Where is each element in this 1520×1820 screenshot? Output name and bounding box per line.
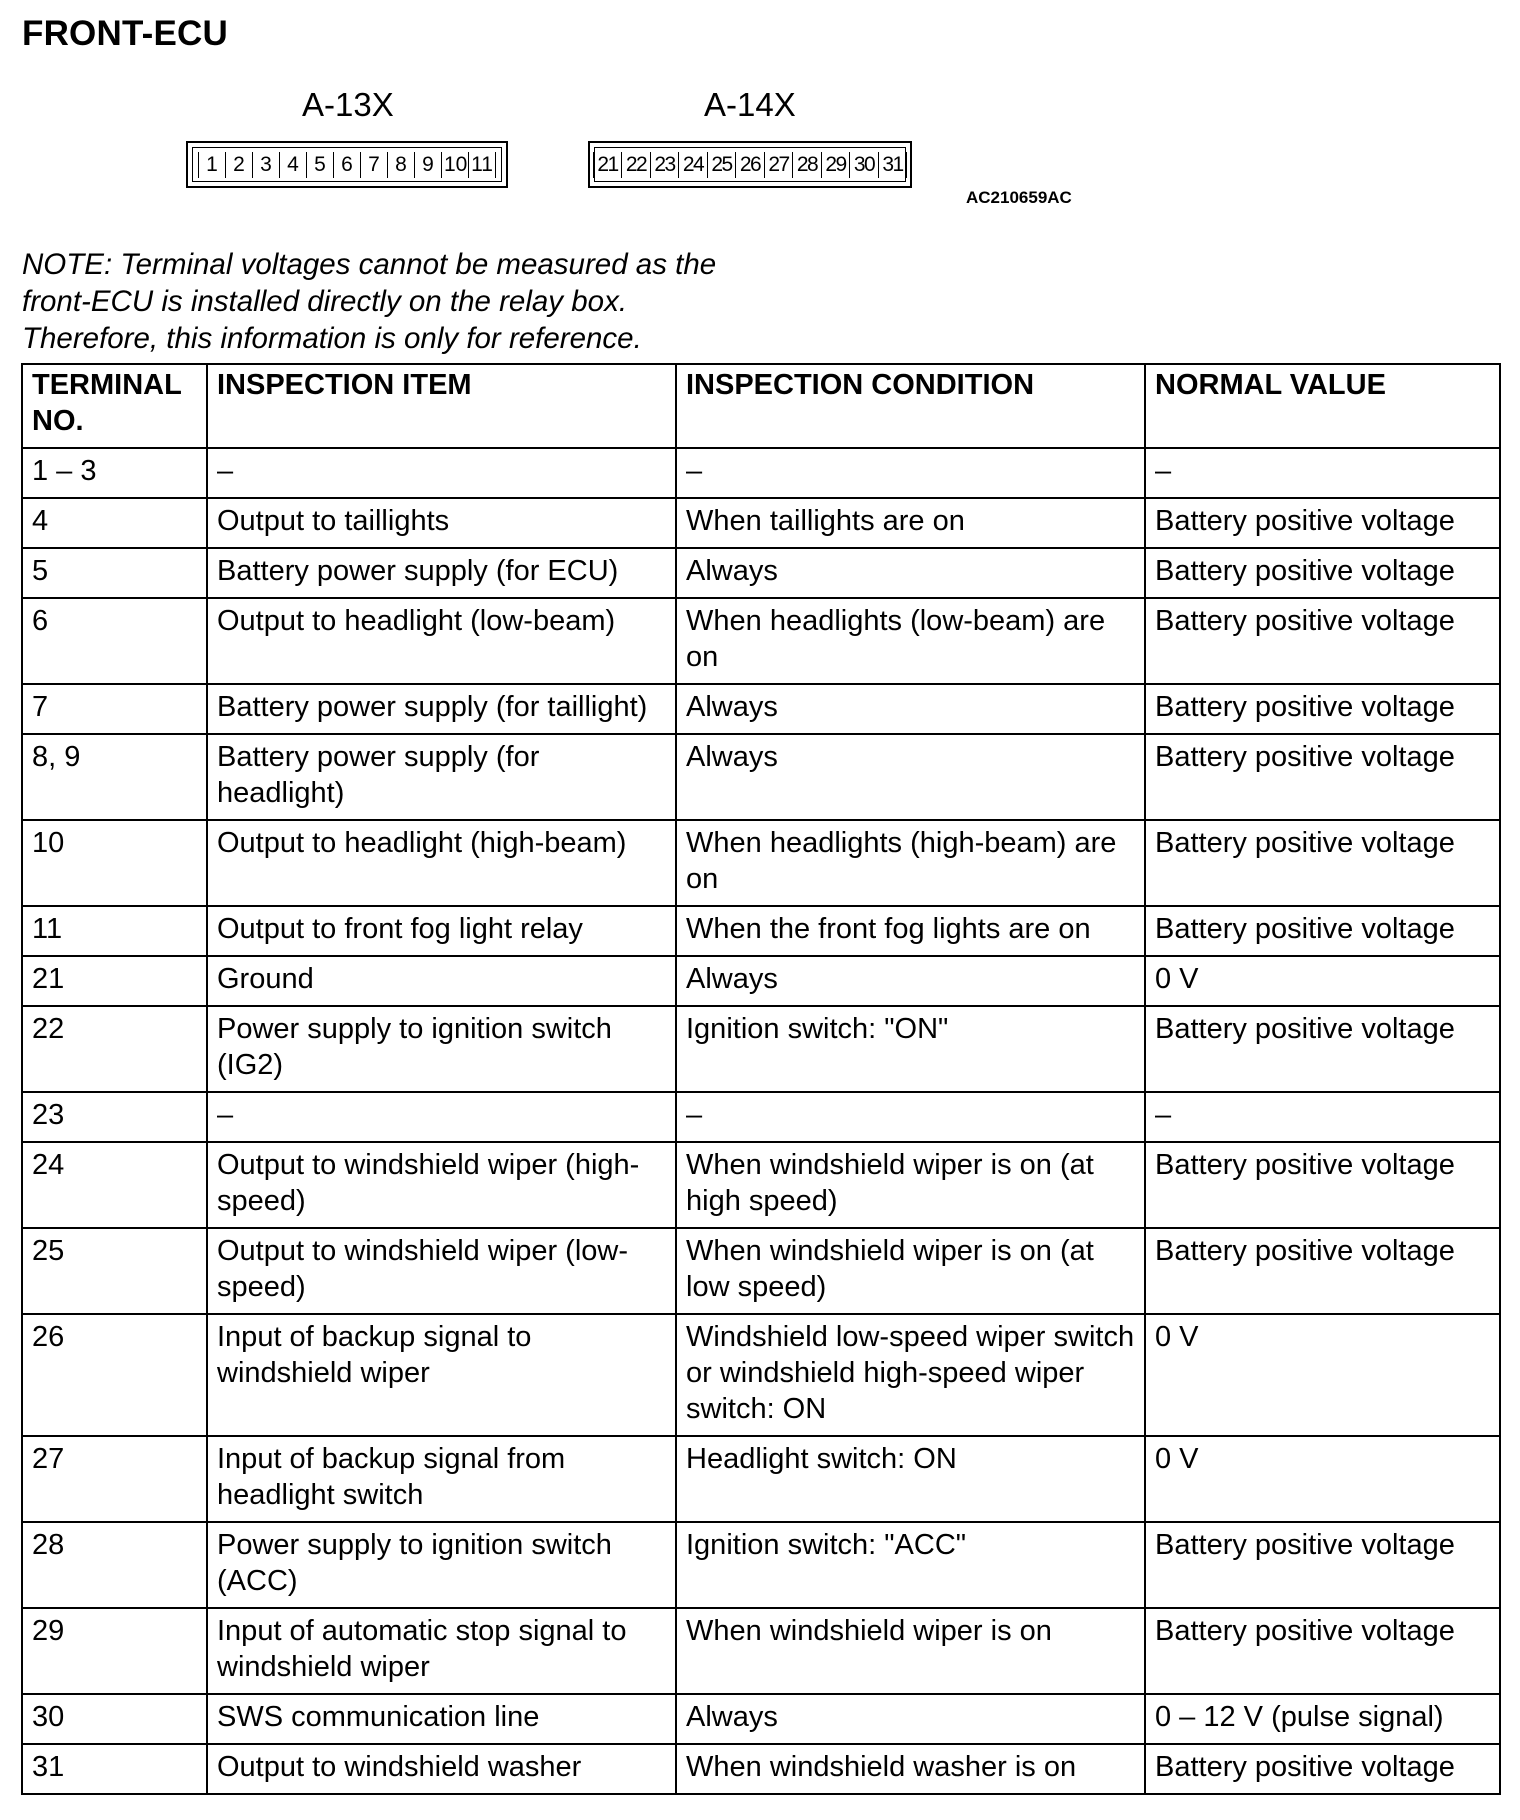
cell-inspection-condition: Headlight switch: ON: [676, 1436, 1145, 1522]
cell-normal-value: Battery positive voltage: [1145, 598, 1500, 684]
connector-a13-pin: 1: [199, 152, 226, 178]
cell-inspection-condition: When headlights (high-beam) are on: [676, 820, 1145, 906]
cell-inspection-condition: Ignition switch: "ON": [676, 1006, 1145, 1092]
header-normal-value: NORMAL VALUE: [1145, 364, 1500, 448]
cell-normal-value: Battery positive voltage: [1145, 820, 1500, 906]
cell-inspection-condition: When windshield washer is on: [676, 1744, 1145, 1794]
cell-inspection-condition: When windshield wiper is on: [676, 1608, 1145, 1694]
cell-normal-value: 0 V: [1145, 956, 1500, 1006]
header-terminal-no: TERMINAL NO.: [22, 364, 207, 448]
table-row: [22, 548, 1500, 598]
note-line: Therefore, this information is only for reference.: [22, 322, 642, 355]
cell-inspection-item: Output to taillights: [207, 498, 676, 548]
cell-normal-value: 0 V: [1145, 1436, 1500, 1522]
cell-inspection-item: Output to windshield wiper (high-speed): [207, 1142, 676, 1228]
connector-a13-pin: 6: [334, 152, 361, 178]
table-body: [22, 448, 1500, 1794]
connector-a13-pin: 5: [307, 152, 334, 178]
cell-terminal-no: 26: [22, 1314, 207, 1436]
cell-inspection-condition: When taillights are on: [676, 498, 1145, 548]
cell-normal-value: Battery positive voltage: [1145, 1006, 1500, 1092]
cell-normal-value: Battery positive voltage: [1145, 498, 1500, 548]
table-row: [22, 1608, 1500, 1694]
terminal-inspection-table: [21, 363, 1501, 1795]
table-row: [22, 1694, 1500, 1744]
cell-inspection-condition: Windshield low-speed wiper switch or windshield high-speed wiper switch: ON: [676, 1314, 1145, 1436]
cell-terminal-no: 24: [22, 1142, 207, 1228]
table-row: [22, 734, 1500, 820]
connector-a14-pin: 24: [679, 152, 708, 178]
cell-inspection-condition: When headlights (low-beam) are on: [676, 598, 1145, 684]
cell-normal-value: Battery positive voltage: [1145, 1142, 1500, 1228]
connector-a14-pin: 29: [822, 152, 851, 178]
cell-inspection-item: Output to front fog light relay: [207, 906, 676, 956]
cell-inspection-condition: Always: [676, 684, 1145, 734]
connector-a13-label: A-13X: [302, 86, 394, 123]
cell-terminal-no: 1 – 3: [22, 448, 207, 498]
connector-a13-pin: 4: [280, 152, 307, 178]
connector-a14-pin: 22: [622, 152, 651, 178]
cell-inspection-item: Battery power supply (for headlight): [207, 734, 676, 820]
cell-normal-value: –: [1145, 1092, 1500, 1142]
connector-a14-diagram: [588, 141, 912, 188]
cell-inspection-item: Power supply to ignition switch (IG2): [207, 1006, 676, 1092]
note-line: front-ECU is installed directly on the relay box.: [22, 285, 628, 318]
cell-inspection-condition: When the front fog lights are on: [676, 906, 1145, 956]
connector-a14-pin: 23: [651, 152, 680, 178]
cell-normal-value: Battery positive voltage: [1145, 548, 1500, 598]
cell-terminal-no: 27: [22, 1436, 207, 1522]
cell-inspection-item: Output to windshield washer: [207, 1744, 676, 1794]
connector-a13-diagram: [186, 141, 508, 188]
cell-inspection-item: Power supply to ignition switch (ACC): [207, 1522, 676, 1608]
cell-inspection-condition: Always: [676, 548, 1145, 598]
header-inspection-item: INSPECTION ITEM: [207, 364, 676, 448]
cell-inspection-condition: Always: [676, 1694, 1145, 1744]
note-line: NOTE: Terminal voltages cannot be measured as the: [22, 248, 717, 281]
cell-inspection-item: Input of automatic stop signal to windshield wiper: [207, 1608, 676, 1694]
cell-inspection-item: –: [207, 1092, 676, 1142]
cell-inspection-item: Output to headlight (high-beam): [207, 820, 676, 906]
table-row: [22, 1522, 1500, 1608]
cell-inspection-condition: Always: [676, 956, 1145, 1006]
connector-a13-pin: 8: [388, 152, 415, 178]
cell-inspection-item: Output to headlight (low-beam): [207, 598, 676, 684]
cell-normal-value: Battery positive voltage: [1145, 906, 1500, 956]
figure-code: AC210659AC: [966, 188, 1072, 207]
cell-inspection-condition: –: [676, 1092, 1145, 1142]
cell-terminal-no: 22: [22, 1006, 207, 1092]
cell-terminal-no: 21: [22, 956, 207, 1006]
cell-inspection-item: SWS communication line: [207, 1694, 676, 1744]
table-row: [22, 1314, 1500, 1436]
connector-a14-pin: 21: [594, 152, 623, 178]
connector-a14-pin: 30: [850, 152, 879, 178]
cell-inspection-condition: –: [676, 448, 1145, 498]
table-header-row: [22, 364, 1500, 448]
cell-terminal-no: 7: [22, 684, 207, 734]
cell-inspection-item: Input of backup signal to windshield wiper: [207, 1314, 676, 1436]
cell-terminal-no: 4: [22, 498, 207, 548]
cell-terminal-no: 23: [22, 1092, 207, 1142]
reference-note: [22, 246, 716, 357]
connector-a14-pins: [593, 152, 908, 178]
connector-a14-pin: 31: [879, 152, 908, 178]
cell-normal-value: 0 – 12 V (pulse signal): [1145, 1694, 1500, 1744]
table-row: [22, 1092, 1500, 1142]
cell-terminal-no: 8, 9: [22, 734, 207, 820]
cell-normal-value: Battery positive voltage: [1145, 734, 1500, 820]
page-title: FRONT-ECU: [22, 14, 228, 53]
connector-a13-pin: 3: [253, 152, 280, 178]
cell-normal-value: –: [1145, 448, 1500, 498]
connector-a14-pin: 26: [736, 152, 765, 178]
cell-inspection-item: Battery power supply (for taillight): [207, 684, 676, 734]
cell-inspection-condition: Ignition switch: "ACC": [676, 1522, 1145, 1608]
cell-terminal-no: 28: [22, 1522, 207, 1608]
cell-terminal-no: 25: [22, 1228, 207, 1314]
table-row: [22, 820, 1500, 906]
table-row: [22, 448, 1500, 498]
cell-terminal-no: 30: [22, 1694, 207, 1744]
table-row: [22, 598, 1500, 684]
cell-inspection-item: Output to windshield wiper (low-speed): [207, 1228, 676, 1314]
connector-a13-pins: [198, 152, 496, 178]
cell-terminal-no: 5: [22, 548, 207, 598]
table-row: [22, 1142, 1500, 1228]
table-row: [22, 1744, 1500, 1794]
cell-inspection-item: –: [207, 448, 676, 498]
cell-terminal-no: 10: [22, 820, 207, 906]
cell-inspection-item: Input of backup signal from headlight switch: [207, 1436, 676, 1522]
table-row: [22, 1006, 1500, 1092]
cell-terminal-no: 6: [22, 598, 207, 684]
connector-a14-pin: 25: [708, 152, 737, 178]
table-row: [22, 684, 1500, 734]
cell-inspection-condition: Always: [676, 734, 1145, 820]
cell-terminal-no: 11: [22, 906, 207, 956]
cell-inspection-item: Ground: [207, 956, 676, 1006]
connector-a13-pin: 9: [415, 152, 442, 178]
table-row: [22, 498, 1500, 548]
table-row: [22, 956, 1500, 1006]
cell-normal-value: 0 V: [1145, 1314, 1500, 1436]
cell-normal-value: Battery positive voltage: [1145, 1522, 1500, 1608]
connector-a14-pin: 27: [765, 152, 794, 178]
connector-a13-pin: 7: [361, 152, 388, 178]
cell-normal-value: Battery positive voltage: [1145, 684, 1500, 734]
connector-a13-pin: 2: [226, 152, 253, 178]
connector-a13-pin: 11: [469, 152, 496, 178]
cell-inspection-item: Battery power supply (for ECU): [207, 548, 676, 598]
connector-a14-label: A-14X: [704, 86, 796, 123]
header-inspection-condition: INSPECTION CONDITION: [676, 364, 1145, 448]
cell-terminal-no: 31: [22, 1744, 207, 1794]
connector-a14-pin: 28: [793, 152, 822, 178]
cell-inspection-condition: When windshield wiper is on (at low speed): [676, 1228, 1145, 1314]
cell-terminal-no: 29: [22, 1608, 207, 1694]
connector-a13-pin: 10: [444, 152, 468, 176]
cell-normal-value: Battery positive voltage: [1145, 1744, 1500, 1794]
cell-inspection-condition: When windshield wiper is on (at high speed): [676, 1142, 1145, 1228]
cell-normal-value: Battery positive voltage: [1145, 1608, 1500, 1694]
table-row: [22, 1228, 1500, 1314]
cell-normal-value: Battery positive voltage: [1145, 1228, 1500, 1314]
table-row: [22, 906, 1500, 956]
table-row: [22, 1436, 1500, 1522]
